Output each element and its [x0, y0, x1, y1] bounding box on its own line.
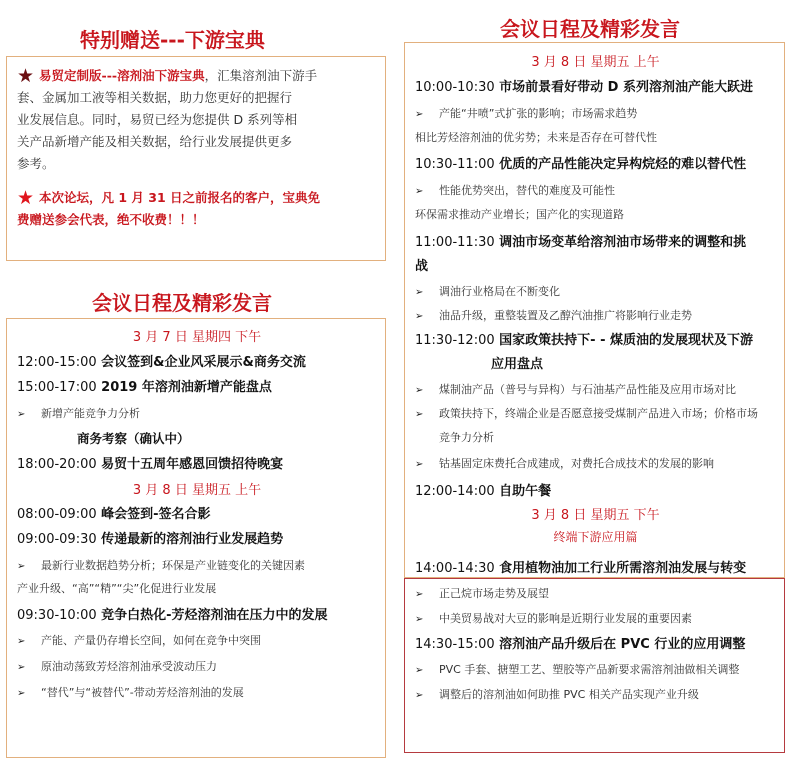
- session-row: [17, 453, 283, 472]
- session-title-cont: 应用盘点: [491, 357, 544, 372]
- bullet-arrow-icon: ➢: [17, 561, 26, 572]
- bullet-item: [17, 632, 261, 648]
- session-time: 18:00-20:00: [17, 457, 97, 472]
- bullet-item: [415, 585, 549, 601]
- bullet-item: [415, 610, 692, 626]
- bullet-text: 政策扶持下，终端企业是否愿意接受煤制产品进入市场；价格市场: [439, 407, 758, 420]
- bullet-text: 产能“井喷”式扩张的影响；市场需求趋势: [439, 107, 638, 120]
- bullet-arrow-icon: ➢: [415, 690, 424, 701]
- bullet-item: [415, 381, 736, 397]
- bullet-text: 最新行业数据趋势分析；环保是产业链变化的关键因素: [41, 559, 305, 572]
- session-subtitle: 商务考察（确认中）: [77, 431, 190, 446]
- session-title-cont: 战: [415, 259, 429, 274]
- gift-title: 特别赠送---下游宝典: [80, 28, 265, 52]
- session-title: 会议签到&企业风采展示&商务交流: [101, 355, 306, 370]
- session-time: 11:30-12:00: [415, 333, 495, 348]
- bullet-text: 性能优势突出，替代的难度及可能性: [439, 184, 615, 197]
- agenda-title-right: 会议日程及精彩发言: [500, 17, 680, 41]
- session-title: 易贸十五周年感恩回馈招待晚宴: [101, 457, 284, 472]
- bullet-item: [415, 686, 699, 702]
- bullet-arrow-icon: ➢: [17, 636, 26, 647]
- gift-text: 关产品新增产能及相关数据，给行业发展提供更多: [17, 134, 293, 149]
- bullet-continuation: 相比芳烃溶剂油的优劣势；未来是否存在可替代性: [415, 131, 657, 144]
- section-tag: 终端下游应用篇: [553, 530, 638, 544]
- bullet-text: 钴基固定床费托合成建成，对费托合成技术的发展的影响: [439, 457, 714, 470]
- bullet-arrow-icon: ➢: [415, 109, 424, 120]
- session-row: [415, 329, 753, 348]
- session-time: 08:00-09:00: [17, 507, 97, 522]
- bullet-arrow-icon: ➢: [415, 589, 424, 600]
- session-title: 竞争白热化-芳烃溶剂油在压力中的发展: [101, 608, 328, 623]
- session-title: 调油市场变革给溶剂油市场带来的调整和挑: [499, 235, 747, 250]
- bullet-item: [415, 105, 637, 121]
- session-time: 10:00-10:30: [415, 80, 495, 95]
- star-icon: ★: [17, 65, 35, 87]
- agenda-box-right-bottom: [404, 578, 785, 753]
- bullet-item: [415, 405, 758, 421]
- bullet-text: 煤制油产品（普号与异构）与石油基产品性能及应用市场对比: [439, 383, 736, 396]
- session-title: 自助午餐: [499, 484, 552, 499]
- bullet-continuation: 产业升级、“高”“精”“尖”化促进行业发展: [17, 582, 217, 595]
- gift-offer-text: 本次论坛，凡 1 月 31 日之前报名的客户，宝典免: [39, 190, 321, 205]
- day-header: 3 月 7 日 星期四 下午: [132, 330, 262, 345]
- bullet-arrow-icon: ➢: [415, 614, 424, 625]
- bullet-arrow-icon: ➢: [415, 459, 424, 470]
- session-row: [17, 503, 211, 522]
- session-row: [415, 231, 746, 250]
- gift-text: 套、金属加工液等相关数据，助力您更好的把握行: [17, 90, 293, 105]
- session-title: 国家政策扶持下- - 煤质油的发展现状及下游: [499, 333, 753, 348]
- agenda-box-left: [6, 318, 386, 758]
- session-title: 传递最新的溶剂油行业发展趋势: [101, 532, 284, 547]
- bullet-arrow-icon: ➢: [415, 287, 424, 298]
- gift-paragraph-1: [17, 65, 382, 175]
- bullet-item: [17, 684, 244, 700]
- session-row: [17, 351, 306, 370]
- session-row: [17, 376, 272, 395]
- bullet-arrow-icon: ➢: [415, 311, 424, 322]
- day-header: 3 月 8 日 星期五 上午: [132, 483, 262, 498]
- gift-box: [6, 56, 386, 261]
- bullet-item: [415, 182, 615, 198]
- bullet-arrow-icon: ➢: [415, 186, 424, 197]
- gift-paragraph-2: [17, 187, 382, 231]
- session-row: [415, 480, 551, 499]
- bullet-item: [17, 557, 305, 573]
- bullet-item: [17, 658, 217, 674]
- session-time: 09:30-10:00: [17, 608, 97, 623]
- session-time: 11:00-11:30: [415, 235, 495, 250]
- bullet-text: 正己烷市场走势及展望: [439, 587, 549, 600]
- bullet-continuation: 环保需求推动产业增长；国产化的实现道路: [415, 208, 624, 221]
- gift-offer-text: 费赠送参会代表，绝不收费！！！: [17, 212, 205, 227]
- day-header: 3 月 8 日 星期五 上午: [531, 55, 660, 70]
- session-time: 15:00-17:00: [17, 380, 97, 395]
- bullet-text: PVC 手套、搪塑工艺、塑胶等产品新要求需溶剂油做相关调整: [439, 663, 740, 676]
- gift-product-name: 易贸定制版---溶剂油下游宝典: [39, 68, 205, 83]
- session-time: 10:30-11:00: [415, 157, 495, 172]
- bullet-item: [415, 661, 739, 677]
- session-time: 14:30-15:00: [415, 637, 495, 652]
- session-row: [415, 557, 746, 576]
- session-row: [17, 604, 328, 623]
- agenda-title-left: 会议日程及精彩发言: [92, 291, 272, 315]
- bullet-arrow-icon: ➢: [415, 385, 424, 396]
- session-time: 09:00-09:30: [17, 532, 97, 547]
- bullet-item: [415, 307, 692, 323]
- gift-text: ，汇集溶剂油下游手: [204, 68, 318, 83]
- agenda-box-right: [404, 42, 785, 578]
- bullet-text: 新增产能竞争力分析: [41, 407, 140, 420]
- bullet-item: [415, 455, 714, 471]
- bullet-text: 原油动荡致芳烃溶剂油承受波动压力: [41, 660, 217, 673]
- session-row: [415, 633, 745, 652]
- bullet-continuation: 竞争力分析: [439, 431, 494, 444]
- session-row: [415, 76, 753, 95]
- session-title: 溶剂油产品升级后在 PVC 行业的应用调整: [499, 637, 746, 652]
- session-time: 14:00-14:30: [415, 561, 495, 576]
- bullet-item: [415, 283, 560, 299]
- star-icon: ★: [17, 187, 35, 209]
- session-title: 食用植物油加工行业所需溶剂油发展与转变: [499, 561, 747, 576]
- session-title: 峰会签到-签名合影: [101, 507, 211, 522]
- session-title: 优质的产品性能决定异构烷烃的难以替代性: [499, 157, 747, 172]
- session-time: 12:00-15:00: [17, 355, 97, 370]
- gift-text: 参考。: [17, 156, 55, 171]
- bullet-text: 油品升级，重整装置及乙醇汽油推广将影响行业走势: [439, 309, 692, 322]
- bullet-arrow-icon: ➢: [17, 409, 26, 420]
- bullet-text: 调油行业格局在不断变化: [439, 285, 560, 298]
- bullet-arrow-icon: ➢: [17, 662, 26, 673]
- bullet-text: “替代”与“被替代”-带动芳烃溶剂油的发展: [41, 686, 244, 699]
- bullet-item: [17, 405, 140, 421]
- bullet-arrow-icon: ➢: [17, 688, 26, 699]
- session-time: 12:00-14:00: [415, 484, 495, 499]
- session-row: [415, 153, 746, 172]
- session-row: [17, 528, 283, 547]
- bullet-text: 中美贸易战对大豆的影响是近期行业发展的重要因素: [439, 612, 692, 625]
- gift-text: 业发展信息。同时，易贸已经为您提供 D 系列等相: [17, 112, 298, 127]
- bullet-text: 调整后的溶剂油如何助推 PVC 相关产品实现产业升级: [439, 688, 699, 701]
- session-title: 市场前景看好带动 D 系列溶剂油产能大跃进: [499, 80, 753, 95]
- day-header: 3 月 8 日 星期五 下午: [531, 508, 660, 523]
- session-title: 2019 年溶剂油新增产能盘点: [101, 380, 272, 395]
- bullet-text: 产能、产量仍存增长空间，如何在竞争中突围: [41, 634, 261, 647]
- bullet-arrow-icon: ➢: [415, 409, 424, 420]
- bullet-arrow-icon: ➢: [415, 665, 424, 676]
